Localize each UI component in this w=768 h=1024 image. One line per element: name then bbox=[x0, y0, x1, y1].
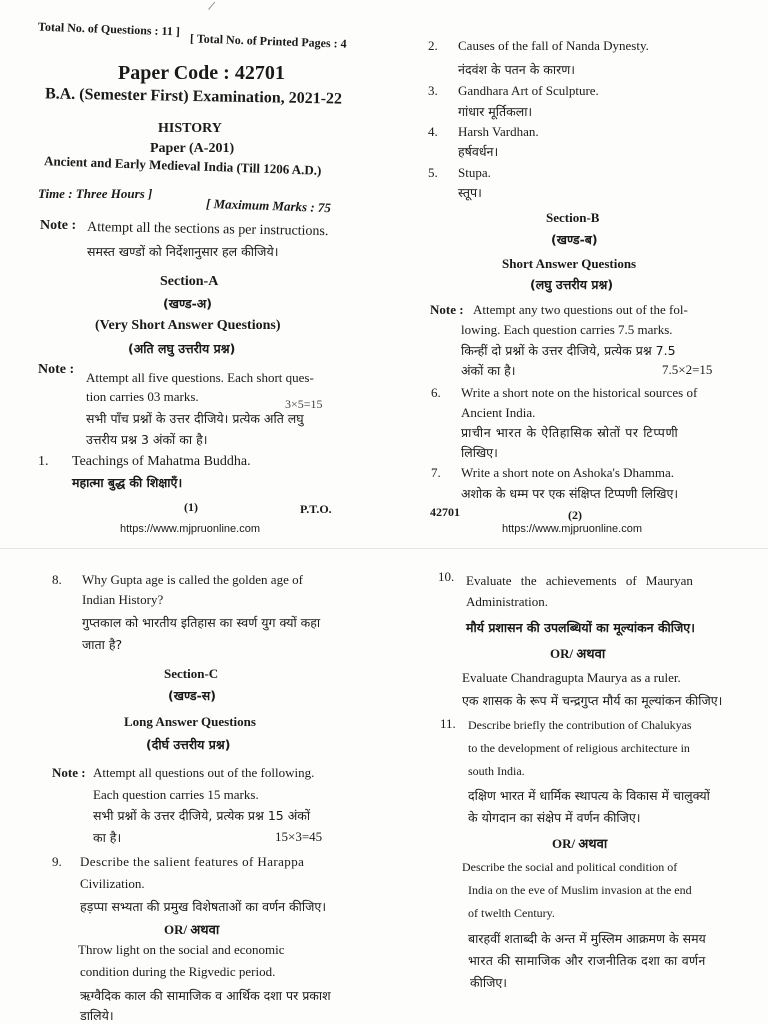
note-hi-line1: सभी प्रश्नों के उत्तर दीजिये, प्रत्येक प्रश्न 15 अंकों bbox=[93, 808, 311, 823]
website-url: https://www.mjpruonline.com bbox=[502, 523, 642, 535]
section-a-heading: Section-A bbox=[160, 274, 219, 289]
q9-line2: Civilization. bbox=[80, 876, 145, 891]
note2-line1: Attempt all five questions. Each short ques- bbox=[86, 370, 314, 385]
section-c-heading: Section-C bbox=[164, 666, 219, 681]
q2-text-en: Causes of the fall of Nanda Dynesty. bbox=[458, 38, 649, 53]
q5-text-hi: स्तूप। bbox=[458, 185, 482, 200]
q10-text-hi: मौर्य प्रशासन की उपलब्धियों का मूल्यांकन कीजिए। bbox=[466, 620, 695, 635]
q9-text-hi: हड़प्पा सभ्यता की प्रमुख विशेषताओं का वर्णन कीजिए। bbox=[80, 899, 327, 914]
q11b-line3: of twelth Century. bbox=[468, 906, 555, 920]
total-pages: [ Total No. of Printed Pages : 4 bbox=[189, 31, 347, 51]
q1-number: 1. bbox=[38, 454, 49, 469]
section-a-heading-hi: (खण्ड-अ) bbox=[163, 296, 213, 311]
paper-code-footer: 42701 bbox=[430, 505, 460, 519]
q6-line1: Write a short note on the historical sources of bbox=[461, 385, 698, 400]
q4-number: 4. bbox=[428, 124, 438, 139]
section-c-type-hi: (दीर्घ उत्तरीय प्रश्न) bbox=[146, 737, 231, 752]
q3-text-en: Gandhara Art of Sculpture. bbox=[458, 83, 599, 98]
q11b-hi-line1: बारहवीं शताब्दी के अन्त में मुस्लिम आक्रमण के समय bbox=[468, 931, 706, 946]
subject-title: HISTORY bbox=[158, 121, 222, 136]
max-marks: [ Maximum Marks : 75 bbox=[205, 195, 332, 216]
q11-line2: to the development of religious architecture in bbox=[468, 741, 690, 755]
q2-number: 2. bbox=[428, 38, 438, 53]
note-hi-line2: अंकों का है। bbox=[461, 363, 516, 378]
note-hi-line1: किन्हीं दो प्रश्नों के उत्तर दीजिये, प्रत्येक प्रश्न 7.5 bbox=[461, 343, 676, 358]
section-c-heading-hi: (खण्ड-स) bbox=[168, 688, 216, 703]
q11-hi-line2: के योगदान का संक्षेप में वर्णन कीजिए। bbox=[468, 810, 641, 825]
section-a-type: (Very Short Answer Questions) bbox=[95, 318, 281, 333]
q5-number: 5. bbox=[428, 165, 438, 180]
q11-line1: Describe briefly the contribution of Chalukyas bbox=[468, 718, 692, 732]
paper-number: Paper (A-201) bbox=[150, 141, 235, 156]
q7-number: 7. bbox=[431, 465, 441, 480]
note-text-en: Attempt all the sections as per instructions. bbox=[86, 219, 329, 240]
q8-line1: Why Gupta age is called the golden age of bbox=[82, 572, 303, 587]
q10-line1: Evaluate the achievements of Mauryan bbox=[466, 573, 693, 588]
q11-hi-line1: दक्षिण भारत में धार्मिक स्थापत्य के विकास में चालुक्यों bbox=[468, 788, 710, 803]
note-label: Note : bbox=[52, 765, 86, 780]
q8-number: 8. bbox=[52, 572, 62, 587]
q9b-hi-line2: डालिये। bbox=[80, 1008, 114, 1023]
page-divider bbox=[0, 548, 768, 549]
note2-line2: tion carries 03 marks. bbox=[86, 389, 199, 404]
q2-text-hi: नंदवंश के पतन के कारण। bbox=[458, 62, 576, 77]
q11b-hi-line2: भारत की सामाजिक और राजनीतिक दशा का वर्णन bbox=[468, 953, 706, 968]
note-marks: 7.5×2=15 bbox=[662, 362, 713, 377]
q10b-text-hi: एक शासक के रूप में चन्द्रगुप्त मौर्य का मूल्यांकन कीजिए। bbox=[462, 693, 723, 708]
q9b-line2: condition during the Rigvedic period. bbox=[80, 964, 276, 979]
paper-code: Paper Code : 42701 bbox=[118, 62, 285, 84]
q4-text-hi: हर्षवर्धन। bbox=[458, 144, 499, 159]
or-separator-2: OR/ अथवा bbox=[552, 836, 608, 851]
note-line2: Each question carries 15 marks. bbox=[93, 787, 259, 802]
q1-text-hi: महात्मा बुद्ध की शिक्षाएँ। bbox=[72, 475, 183, 490]
section-b-type-hi: (लघु उत्तरीय प्रश्न) bbox=[530, 277, 614, 292]
note-label: Note : bbox=[40, 218, 77, 233]
pen-mark bbox=[208, 2, 223, 17]
section-b-heading: Section-B bbox=[546, 210, 600, 225]
page-number: (1) bbox=[184, 500, 198, 514]
q3-number: 3. bbox=[428, 83, 438, 98]
q8-hi-line1: गुप्तकाल को भारतीय इतिहास का स्वर्ण युग क्यों कहा bbox=[82, 615, 321, 630]
note-hi-line2: का है। bbox=[93, 830, 122, 845]
note-line2: lowing. Each question carries 7.5 marks. bbox=[461, 322, 673, 337]
q11-line3: south India. bbox=[468, 764, 525, 778]
or-separator-1: OR/ अथवा bbox=[550, 646, 606, 661]
q11-number: 11. bbox=[440, 716, 456, 731]
q10-line2: Administration. bbox=[466, 594, 548, 609]
note2-hi-line1: सभी पाँच प्रश्नों के उत्तर दीजिये। प्रत्येक अति लघु bbox=[86, 411, 304, 426]
q6-number: 6. bbox=[431, 385, 441, 400]
q1-text-en: Teachings of Mahatma Buddha. bbox=[72, 454, 251, 469]
q5-text-en: Stupa. bbox=[458, 165, 491, 180]
q3-text-hi: गांधार मूर्तिकला। bbox=[458, 104, 533, 119]
note-text-hi: समस्त खण्डों को निर्देशानुसार हल कीजिये। bbox=[87, 244, 279, 259]
q6-line2: Ancient India. bbox=[461, 405, 536, 420]
note2-hi-line2: उत्तरीय प्रश्न 3 अंकों का है। bbox=[86, 432, 208, 447]
section-c-type: Long Answer Questions bbox=[124, 714, 256, 729]
q7-text-hi: अशोक के धम्म पर एक संक्षिप्त टिप्पणी लिखिए। bbox=[461, 486, 679, 501]
q9-number: 9. bbox=[52, 854, 62, 869]
section-a-type-hi: (अति लघु उत्तरीय प्रश्न) bbox=[128, 341, 236, 356]
pto-label: P.T.O. bbox=[300, 502, 332, 516]
note-line1: Attempt any two questions out of the fol- bbox=[473, 302, 688, 317]
q8-line2: Indian History? bbox=[82, 592, 164, 607]
q11b-line2: India on the eve of Muslim invasion at the end bbox=[468, 883, 692, 897]
q9-line1: Describe the salient features of Harappa bbox=[80, 854, 305, 869]
note2-marks: 3×5=15 bbox=[285, 397, 323, 411]
q10-number: 10. bbox=[438, 569, 455, 584]
exam-title: B.A. (Semester First) Examination, 2021-22 bbox=[44, 85, 343, 108]
total-questions: Total No. of Questions : 11 ] bbox=[37, 19, 181, 39]
q11b-hi-line3: कीजिए। bbox=[470, 975, 508, 990]
note-line1: Attempt all questions out of the following. bbox=[93, 765, 315, 780]
q9b-hi-line1: ऋग्वैदिक काल की सामाजिक व आर्थिक दशा पर प्रकाश bbox=[80, 988, 331, 1003]
note2-label: Note : bbox=[38, 362, 75, 377]
course-title: Ancient and Early Medieval India (Till 1206 A.D.) bbox=[43, 153, 322, 178]
q7-text-en: Write a short note on Ashoka's Dhamma. bbox=[461, 465, 675, 480]
q11b-line1: Describe the social and political condition of bbox=[462, 860, 678, 874]
website-url: https://www.mjpruonline.com bbox=[120, 523, 260, 535]
time-label: Time : Three Hours ] bbox=[38, 186, 153, 201]
q6-hi-line2: लिखिए। bbox=[461, 445, 498, 460]
or-separator: OR/ अथवा bbox=[164, 922, 220, 937]
note-label: Note : bbox=[430, 302, 464, 317]
section-b-type: Short Answer Questions bbox=[502, 256, 637, 271]
q10b-text-en: Evaluate Chandragupta Maurya as a ruler. bbox=[462, 670, 681, 685]
q8-hi-line2: जाता है? bbox=[82, 637, 123, 652]
q4-text-en: Harsh Vardhan. bbox=[458, 124, 539, 139]
page-number: (2) bbox=[568, 508, 582, 522]
note-marks: 15×3=45 bbox=[275, 829, 323, 844]
q6-hi-line1: प्राचीन भारत के ऐतिहासिक स्रोतों पर टिप्पणी bbox=[461, 425, 679, 440]
q9b-line1: Throw light on the social and economic bbox=[78, 942, 285, 957]
section-b-heading-hi: (खण्ड-ब) bbox=[551, 232, 598, 247]
